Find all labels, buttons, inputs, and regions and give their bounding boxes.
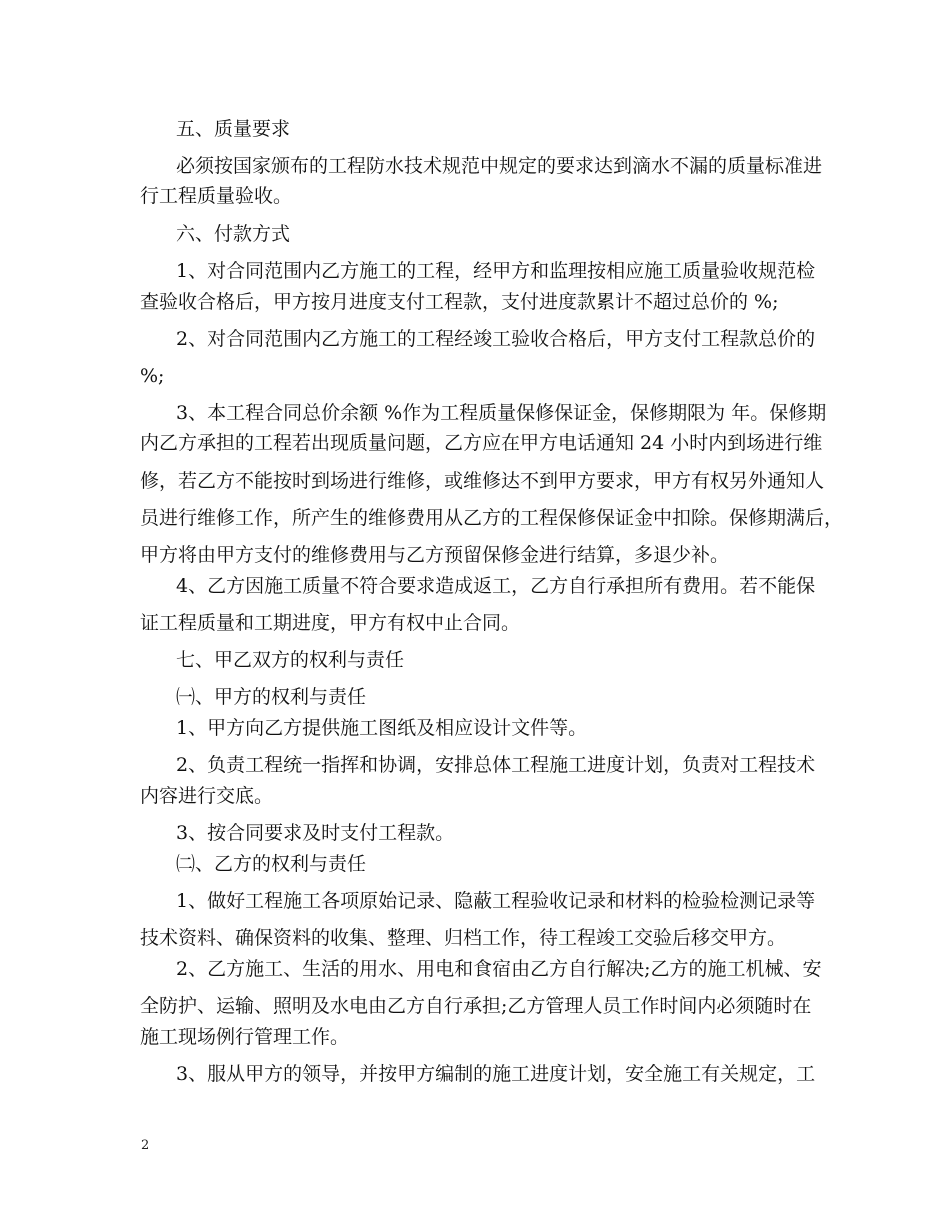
paragraph-line: 3、服从甲方的领导，并按甲方编制的施工进度计划，安全施工有关规定，工	[176, 1063, 816, 1085]
section-heading-quality: 五、质量要求	[176, 118, 291, 140]
paragraph-line: 3、按合同要求及时支付工程款。	[176, 822, 455, 844]
section-heading-payment: 六、付款方式	[176, 223, 291, 245]
paragraph-line: 行工程质量验收。	[140, 185, 293, 207]
subsection-heading-party-a: ㈠、甲方的权利与责任	[176, 686, 367, 708]
paragraph-line: 内容进行交底。	[140, 785, 274, 807]
paragraph-line: 施工现场例行管理工作。	[140, 1026, 350, 1048]
paragraph-line: 4、乙方因施工质量不符合要求造成返工，乙方自行承担所有费用。若不能保	[176, 575, 816, 597]
paragraph-line: 1、甲方向乙方提供施工图纸及相应设计文件等。	[176, 717, 588, 739]
page-number: 2	[141, 1138, 150, 1153]
paragraph-line: %;	[140, 365, 165, 387]
paragraph-line: 甲方将由甲方支付的维修费用与乙方预留保修金进行结算，多退少补。	[140, 544, 730, 566]
paragraph-line: 全防护、运输、照明及水电由乙方自行承担;乙方管理人员工作时间内必须随时在	[140, 995, 812, 1017]
section-heading-rights: 七、甲乙双方的权利与责任	[176, 649, 405, 671]
paragraph-line: 证工程质量和工期进度，甲方有权中止合同。	[140, 612, 521, 634]
paragraph-line: 1、对合同范围内乙方施工的工程，经甲方和监理按相应施工质量验收规范检	[176, 260, 816, 282]
paragraph-line: 2、对合同范围内乙方施工的工程经竣工验收合格后，甲方支付工程款总价的	[176, 328, 816, 350]
paragraph-line: 2、乙方施工、生活的用水、用电和食宿由乙方自行解决;乙方的施工机械、安	[176, 958, 822, 980]
paragraph-line: 3、本工程合同总价余额 %作为工程质量保修保证金，保修期限为 年。保修期	[176, 402, 827, 424]
paragraph-line: 2、负责工程统一指挥和协调，安排总体工程施工进度计划，负责对工程技术	[176, 754, 816, 776]
paragraph-line: 1、做好工程施工各项原始记录、隐蔽工程验收记录和材料的检验检测记录等	[176, 890, 816, 912]
paragraph-line: 必须按国家颁布的工程防水技术规范中规定的要求达到滴水不漏的质量标准进	[176, 155, 823, 177]
paragraph-line: 技术资料、确保资料的收集、整理、归档工作，待工程竣工交验后移交甲方。	[140, 927, 787, 949]
paragraph-line: 查验收合格后，甲方按月进度支付工程款，支付进度款累计不超过总价的 %;	[140, 291, 779, 313]
subsection-heading-party-b: ㈡、乙方的权利与责任	[176, 853, 367, 875]
paragraph-line: 内乙方承担的工程若出现质量问题，乙方应在甲方电话通知 24 小时内到场进行维	[140, 432, 823, 454]
paragraph-line: 员进行维修工作，所产生的维修费用从乙方的工程保修保证金中扣除。保修期满后，	[140, 507, 844, 529]
paragraph-line: 修，若乙方不能按时到场进行维修，或维修达不到甲方要求，甲方有权另外通知人	[140, 470, 825, 492]
